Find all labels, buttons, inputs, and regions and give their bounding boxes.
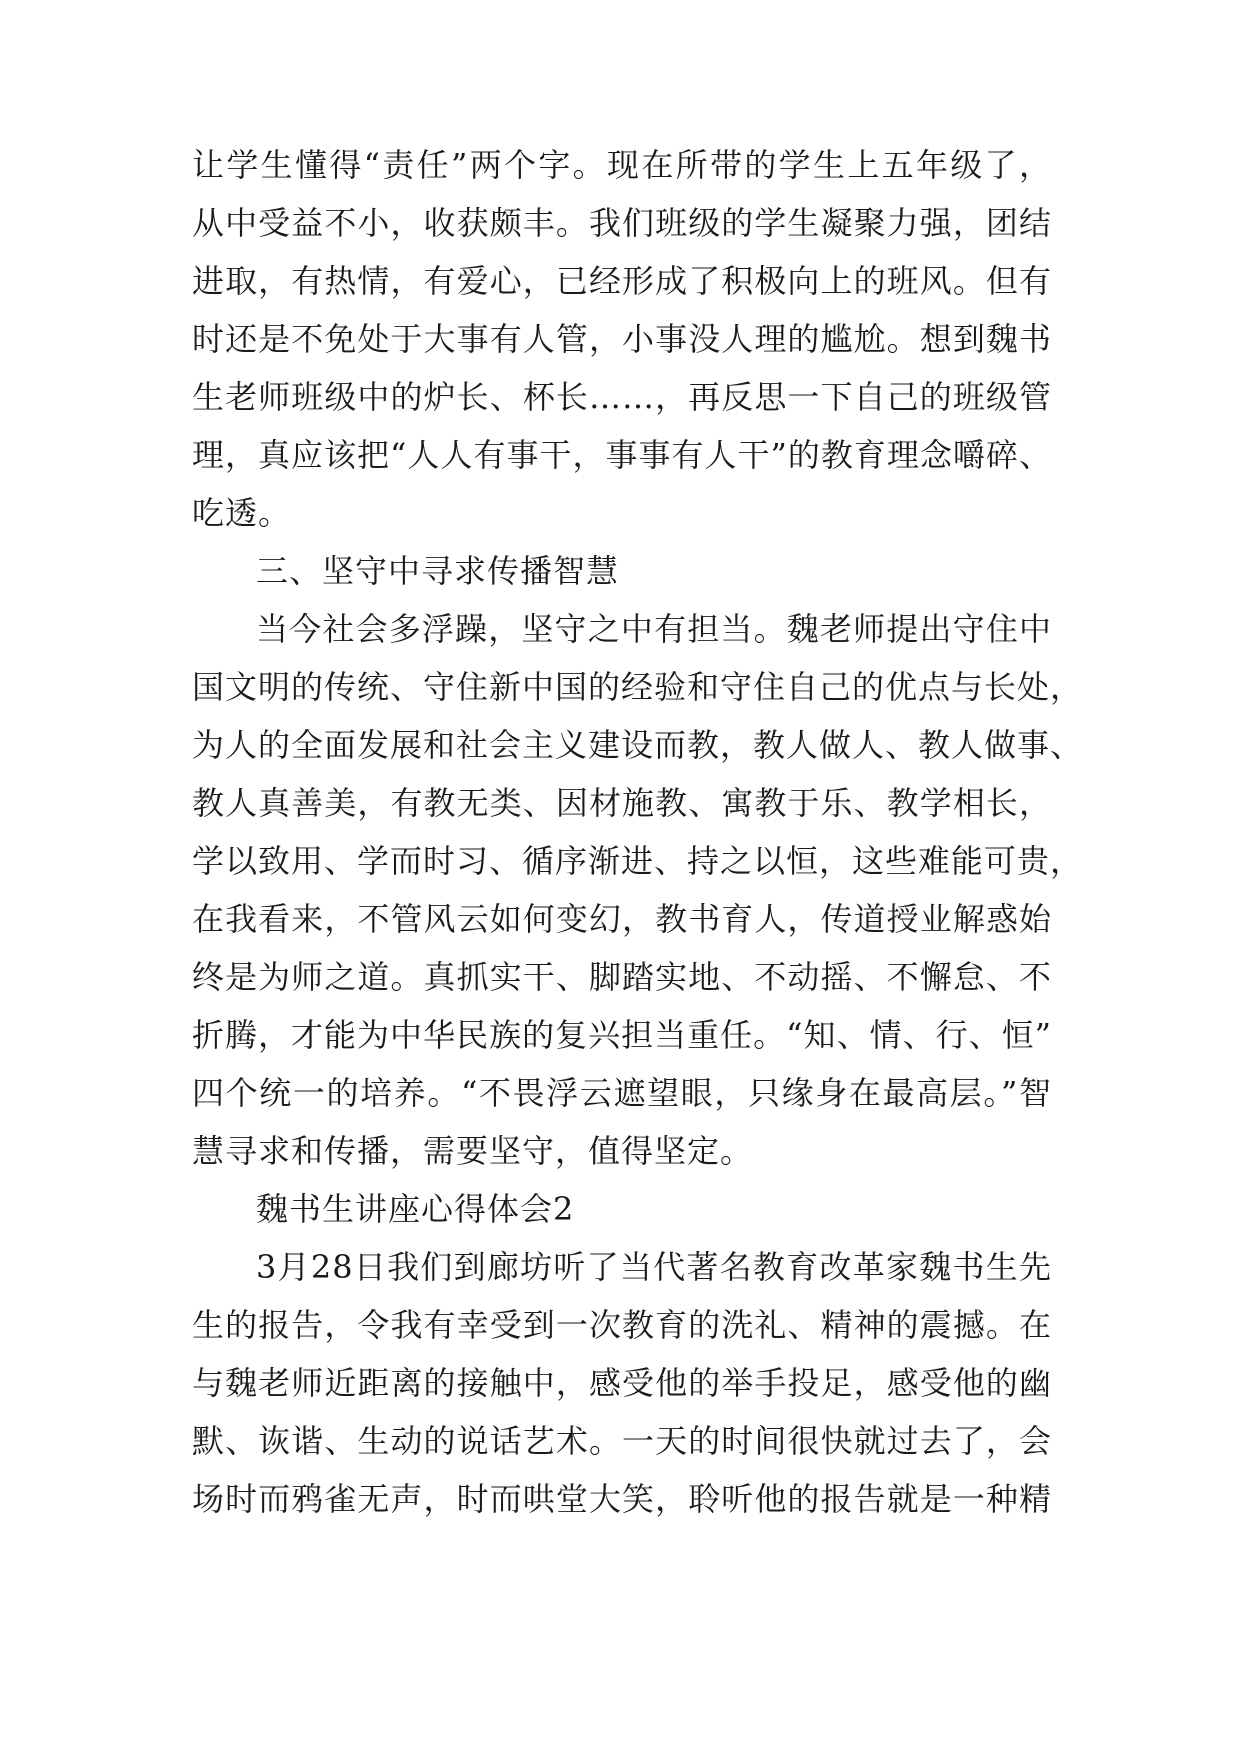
text-line: 场时而鸦雀无声，时而哄堂大笑，聆听他的报告就是一种精 [192, 1480, 1052, 1518]
text-line: 吃透。 [192, 494, 292, 532]
text-line: 从中受益不小，收获颇丰。我们班级的学生凝聚力强，团结 [192, 204, 1052, 242]
text-line: 折腾，才能为中华民族的复兴担当重任。“知、情、行、恒” [192, 1016, 1052, 1054]
text-line: 生老师班级中的炉长、杯长……，再反思一下自己的班级管 [192, 378, 1052, 416]
text-line: 国文明的传统、守住新中国的经验和守住自己的优点与长处， [192, 668, 1084, 706]
text-line: 进取，有热情，有爱心，已经形成了积极向上的班风。但有 [192, 262, 1052, 300]
text-line: 教人真善美，有教无类、因材施教、寓教于乐、教学相长， [192, 784, 1052, 822]
section-heading: 三、坚守中寻求传播智慧 [256, 552, 620, 590]
text-line: 默、诙谐、生动的说话艺术。一天的时间很快就过去了，会 [192, 1422, 1052, 1460]
text-line: 终是为师之道。真抓实干、脚踏实地、不动摇、不懈怠、不 [192, 958, 1052, 996]
text-line: 为人的全面发展和社会主义建设而教，教人做人、教人做事、 [192, 726, 1084, 764]
text-line: 当今社会多浮躁，坚守之中有担当。魏老师提出守住中 [256, 610, 1052, 648]
text-line: 理，真应该把“人人有事干，事事有人干”的教育理念嚼碎、 [192, 436, 1052, 474]
text-line: 生的报告，令我有幸受到一次教育的洗礼、精神的震撼。在 [192, 1306, 1052, 1344]
text-line: 学以致用、学而时习、循序渐进、持之以恒，这些难能可贵， [192, 842, 1084, 880]
text-line: 3月28日我们到廊坊听了当代著名教育改革家魏书生先 [256, 1248, 1052, 1286]
text-line: 在我看来，不管风云如何变幻，教书育人，传道授业解惑始 [192, 900, 1052, 938]
text-line: 与魏老师近距离的接触中，感受他的举手投足，感受他的幽 [192, 1364, 1052, 1402]
text-line: 四个统一的培养。“不畏浮云遮望眼，只缘身在最高层。”智 [192, 1074, 1052, 1112]
text-line: 让学生懂得“责任”两个字。现在所带的学生上五年级了， [192, 146, 1052, 184]
article-title: 魏书生讲座心得体会2 [256, 1190, 575, 1228]
text-line: 时还是不免处于大事有人管，小事没人理的尴尬。想到魏书 [192, 320, 1052, 358]
text-line: 慧寻求和传播，需要坚守，值得坚定。 [192, 1132, 754, 1170]
